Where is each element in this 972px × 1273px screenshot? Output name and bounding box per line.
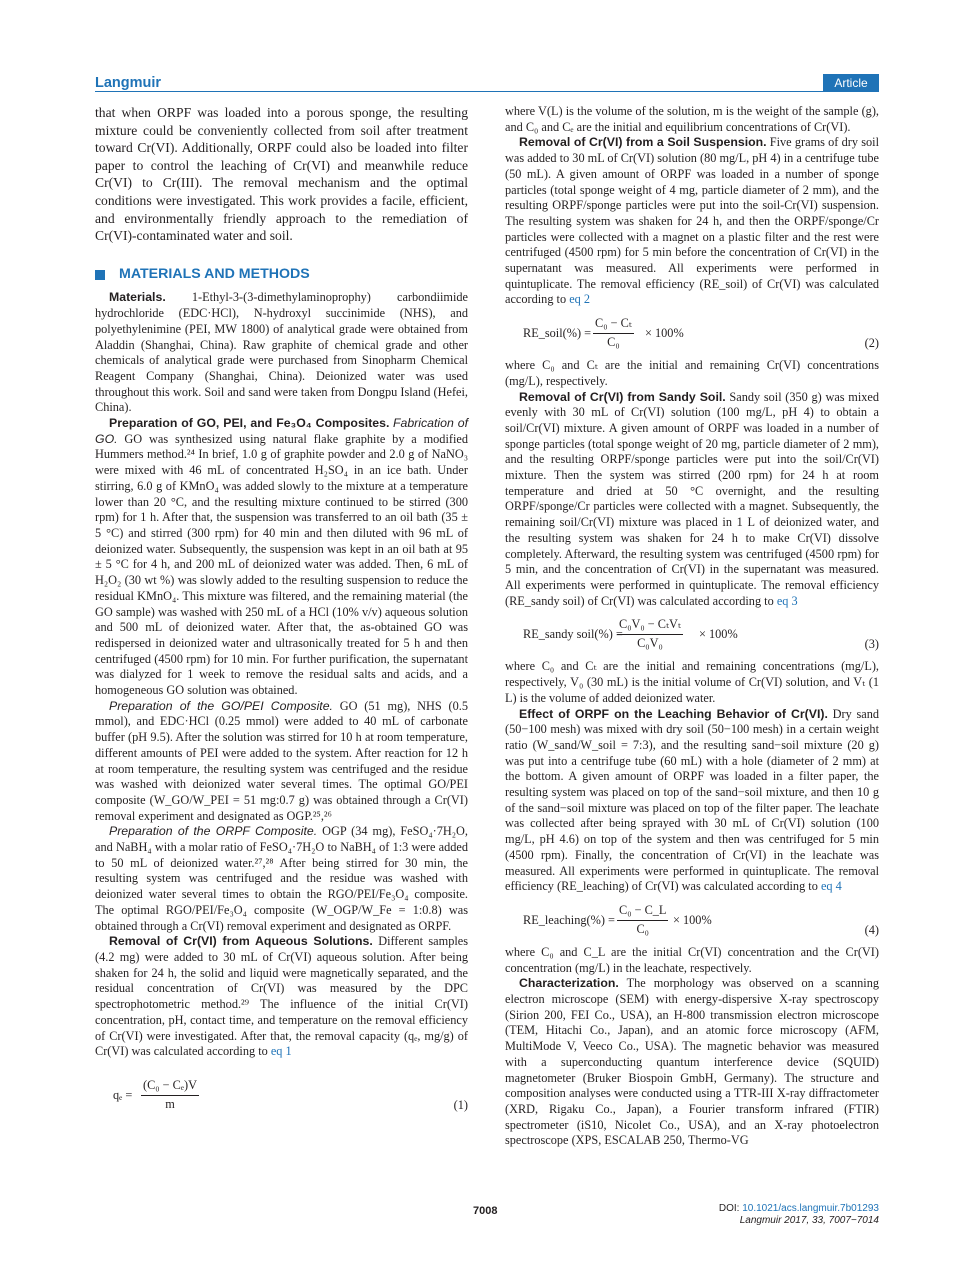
leachate-paragraph: where C₀ and C_L are the initial Cr(VI) concentration and the Cr(VI) concentration (mg/L) in the leachate, respectively. xyxy=(505,944,879,975)
eq4-fraction xyxy=(617,903,668,937)
right-column xyxy=(505,104,879,1149)
eq3-link[interactable]: eq 3 xyxy=(776,593,798,608)
equation-2 xyxy=(505,314,879,354)
volumes-paragraph: where C₀ and Cₜ are the initial and remaining concentrations (mg/L), respectively, V₀ (30 mL) is the initial volume of Cr(VI) solution, and Vₜ (1 L) is the volume of added deionized water. xyxy=(505,659,879,705)
eq3-lhs: RE_sandy soil(%) = xyxy=(523,627,623,642)
eq1-fraction xyxy=(141,1078,199,1112)
sandy-soil-paragraph xyxy=(505,390,879,610)
orpf-paragraph xyxy=(95,824,468,934)
sandy-soil-text: Sandy soil (350 g) was mixed evenly with 30 mL of Cr(VI) solution (100 mg/L, pH 4) to obtain a soil/Cr(VI) mixture. A given amount of ORPF was loaded in a number of sponge particles (total sponge weight of 20 mg, particle diameter of 2 mm), and the resulting ORPF/sponge particles were put into the soil/Cr(VI) mixture. Then the system was stirred (200 rpm) for 24 h at room temperature and dried at 50 °C overnight, and the resulting ORPF/sponge/Cr particles were collected with a magnet. Subsequently, the remaining soil/Cr(VI) mixture was placed in 1 L of deionized water, and the resulting system was shaken for 24 h to make Cr(VI) dissolve completely. Afterward, the resulting system was centrifuged (4500 rpm) for 5 min, and the concentration of Cr(VI) in the supernatant was measured. All experiments were performed in quintuplicate. The removal efficiency (RE_sandy soil) of Cr(VI) was calculated according to xyxy=(505,389,880,608)
eq1-numerator: (C₀ − Cₑ)V xyxy=(141,1078,199,1096)
equation-4 xyxy=(505,901,879,941)
volume-paragraph: where V(L) is the volume of the solution, m is the weight of the sample (g), and C₀ and Cₑ are the initial and equilibrium concentrations of Cr(VI). xyxy=(505,104,879,134)
doi-label: DOI: xyxy=(718,1203,740,1214)
characterization-paragraph xyxy=(505,976,879,1149)
leaching-paragraph xyxy=(505,707,879,895)
eq3-fraction xyxy=(617,617,683,651)
eq1-denominator: m xyxy=(165,1096,175,1111)
materials-paragraph xyxy=(95,290,468,416)
section-square-icon xyxy=(95,270,105,280)
aqueous-heading: Removal of Cr(VI) from Aqueous Solutions. xyxy=(109,934,373,949)
eq2-numerator: C₀ − Cₜ xyxy=(593,316,634,334)
eq1-link[interactable]: eq 1 xyxy=(270,1044,292,1059)
preparation-paragraph xyxy=(95,416,468,699)
page-number: 7008 xyxy=(473,1205,498,1217)
doi-link[interactable]: 10.1021/acs.langmuir.7b01293 xyxy=(742,1203,879,1214)
aqueous-paragraph xyxy=(95,934,468,1060)
soil-suspension-text: Five grams of dry soil was added to 30 mL of Cr(VI) solution (80 mg/L, pH 4) in a centrifuge tube (50 mL). A given amount of ORPF was loaded in a number of sponge particles (total sponge weight of 4 mg, particle diameter of 2 mm), and the resulting ORPF/sponge particles were put into the soil-Cr(VI) suspension. The resulting system was shaken for 24 h, and then the ORPF/sponge/Cr particles were collected with a magnet on a plastic filter and the rest were centrifuged (4500 rpm) for 5 min before the concentration of Cr(VI) in the supernatant was measured. All experiments were performed in quintuplicate. The removal efficiency (RE_soil) of Cr(VI) was calculated according to xyxy=(505,135,879,307)
eq2-number: (2) xyxy=(864,336,879,351)
orpf-subheading: Preparation of the ORPF Composite. xyxy=(109,824,318,839)
equation-3 xyxy=(505,615,879,655)
header-rule xyxy=(95,91,879,92)
characterization-text: The morphology was observed on a scanning electron microscope (SEM) with energy-dispersive X-ray spectroscopy (Sirion 200, FEI Co., USA), an H-800 transmission electron microscope (TEM, Hitachi Co., Japan), and an atomic force microscopy (AFM, MultiMode V, Veeco Co., USA). The magnetic behavior was measured with a superconducting quantum interference device (SQUID) magnetometer (Bruker Biospoin GmbH, Germany). The structure and composition analyses were conducted using a TTR-III X-ray diffractometer (XRD, Rigaku Co., Japan), a Fourier transform infrared (FTIR) spectrometer (iS10, Nicolet Co., USA), and an X-ray photoelectron spectroscope (XPS, ESCALAB 250, Thermo-VG xyxy=(505,976,879,1148)
eq4-numerator: C₀ − C_L xyxy=(617,903,668,921)
left-column xyxy=(95,104,468,1120)
preparation-text: GO was synthesized using natural flake graphite by a modified Hummers method.²⁴ In brief, 1.0 g of graphite powder and 2.0 g of NaNO₃ were mixed with 46 mL of concentrated H₂SO₄ in an ice bath. Under stirring, 6.0 g of KMnO₄ was added slowly to the mixture at a temperature lower than 20 °C, and the resulting mixture continued to be stirred (300 rpm) for 1 h. After that, the suspension was transferred to an oil bath (35 ± 5 °C) and stirred (300 rpm) for 40 min and then diluted with 96 mL of deionized water. Subsequently, the suspension was kept in an oil bath at 95 ± 5 °C for 4 h, and 200 mL of deionized water was added. Then, 6 mL of H₂O₂ (30 wt %) was slowly added to the resulting suspension to reduce the residual KMnO₄. This mixture was filtered, and the remaining material (the GO sample) was washed with 250 mL of a HCl (10% v/v) aqueous solution and 500 mL of deionized water. After that, the as-obtained GO was redispersed in deionized water and ultrasonically treated for 5 h and then centrifuged (4500 rpm) for 10 min. For further purification, the supernatant was dialyzed for 1 week to remove the residual salts and acids, and a homogeneous GO solution was obtained. xyxy=(95,431,468,698)
orpf-text: OGP (34 mg), FeSO₄·7H₂O, and NaBH₄ with a molar ratio of FeSO₄·7H₂O to NaBH₄ of 1:3 were added to 50 mL of deionized water.²⁷,²⁸ After being stirred for 30 min, the resulting system was centrifuged and the residue was washed with deionized water several times to obtain the RGO/PEI/Fe₃O₄ composite. The optimal RGO/PEI/Fe₃O₄ composite (W_OGP/W_Fe = 1:0.8) was obtained through a Cr(VI) removal experiment and designated as ORPF. xyxy=(95,824,468,933)
eq2-multiplier: × 100% xyxy=(645,326,684,341)
article-type-badge: Article xyxy=(823,74,879,92)
go-fabrication-subheading: Fabrication of GO. xyxy=(95,416,468,446)
eq4-number: (4) xyxy=(864,922,879,937)
characterization-heading: Characterization. xyxy=(519,976,619,991)
equation-1 xyxy=(95,1076,468,1116)
concentration-paragraph: where C₀ and Cₜ are the initial and remaining Cr(VI) concentrations (mg/L), respectively. xyxy=(505,358,879,388)
eq2-lhs: RE_soil(%) = xyxy=(523,326,592,341)
eq4-denominator: C₀ xyxy=(636,921,649,936)
materials-text: 1-Ethyl-3-(3-dimethylaminoprophy) carbondiimide hydrochloride (EDC·HCl), N-hydroxyl succinimide (NHS), and polyethylenimine (PEI, MW 1800) of analytical grade were obtained from Aladdin (Shanghai, China). Raw graphite of chemical grade and other chemicals of analytical grade were purchased from Sinopharm Chemical Reagent Company (Shanghai, China). Deionized water was used throughout this work. Soil and sand were taken from Dongpu Island (Hefei, China). xyxy=(95,290,469,415)
eq2-link[interactable]: eq 2 xyxy=(569,292,591,307)
eq2-fraction xyxy=(593,316,634,350)
soil-suspension-heading: Removal of Cr(VI) from a Soil Suspension. xyxy=(519,135,767,150)
section-title: MATERIALS AND METHODS xyxy=(119,265,310,282)
go-pei-subheading: Preparation of the GO/PEI Composite. xyxy=(109,698,333,713)
citation-line: Langmuir 2017, 33, 7007−7014 xyxy=(739,1215,879,1226)
eq3-multiplier: × 100% xyxy=(699,627,738,642)
eq4-link[interactable]: eq 4 xyxy=(820,879,842,894)
eq1-lhs: qₑ = xyxy=(113,1087,133,1102)
materials-heading: Materials. xyxy=(109,290,166,305)
doi-block xyxy=(719,1203,879,1227)
eq1-number: (1) xyxy=(453,1097,468,1112)
aqueous-text: Different samples (4.2 mg) were added to 30 mL of Cr(VI) aqueous solution. After being shaken for 24 h, the solid and liquid were magnetically separated, and the residual concentration of Cr(VI) was measured by the DPC spectrophotometric method.²⁹ The influence of the initial Cr(VI) concentration, pH, contact time, and temperature on the removal efficiency of Cr(VI) were investigated. After that, the removal capacity (qₑ, mg/g) of Cr(VI) was calculated according to xyxy=(95,934,469,1059)
preparation-heading: Preparation of GO, PEI, and Fe₃O₄ Composites. xyxy=(109,416,390,431)
intro-paragraph: that when ORPF was loaded into a porous sponge, the resulting mixture could be conveniently collected from soil after treatment toward Cr(VI). Additionally, ORPF could also be loaded into filter paper to control the leaching of Cr(VI) and meanwhile reduce Cr(VI) to Cr(III). The removal mechanism and the optimal conditions were investigated. This work provides a facile, efficient, and environmentally friendly approach to the remediation of Cr(VI)-contaminated water and soil. xyxy=(95,105,468,244)
section-heading xyxy=(95,267,468,283)
eq4-lhs: RE_leaching(%) = xyxy=(523,912,615,927)
eq3-number: (3) xyxy=(864,637,879,652)
leaching-heading: Effect of ORPF on the Leaching Behavior of Cr(VI). xyxy=(519,706,828,721)
eq3-denominator: C₀V₀ xyxy=(637,636,663,651)
journal-name: Langmuir xyxy=(95,75,162,91)
eq4-multiplier: × 100% xyxy=(673,912,712,927)
eq3-numerator: C₀V₀ − CₜVₜ xyxy=(617,617,683,635)
eq2-denominator: C₀ xyxy=(607,334,620,349)
sandy-soil-heading: Removal of Cr(VI) from Sandy Soil. xyxy=(519,389,726,404)
go-pei-text: GO (51 mg), NHS (0.5 mmol), and EDC·HCl (0.25 mmol) were added to 40 mL of carbonate buffer (pH 9.5). After the solution was stirred for 10 h at room temperature, different amounts of PEI were added to the system. After reaction for 12 h at room temperature, the resulting system was centrifuged and the residue was washed with deionized water several times. The optimal GO/PEI composite (W_GO/W_PEI = 51 mg:0.7 g) was obtained through a Cr(VI) removal experiment and designated as OGP.²⁵,²⁶ xyxy=(95,698,468,823)
doi-line xyxy=(719,1203,879,1215)
go-pei-paragraph xyxy=(95,699,468,825)
soil-suspension-paragraph xyxy=(505,135,879,308)
leaching-text: Dry sand (50−100 mesh) was mixed with dry soil (50−100 mesh) in a certain weight ratio (W_sand/W_soil = 7:3), and the resulting sand−soil mixture (20 g) was put into a centrifuge tube (60 mL) with a hole (diameter of 2 mm) at the bottom. A given amount of ORPF was loaded in a filter paper, the resulting system was placed on top of the sand−soil mixture, and then 10 g of the sand−soil mixture was placed on top of the filter paper. The leachate was collected after being sprayed with 30 mL of Cr(VI) solution (100 mg/L, pH 4.6) on top of the system and then was centrifuged for 5 min (4500 rpm). Finally, the concentration of Cr(VI) in the leachate was measured. All experiments were performed in quintuplicate. The removal efficiency (RE_leaching) of Cr(VI) was calculated according to xyxy=(505,706,879,894)
